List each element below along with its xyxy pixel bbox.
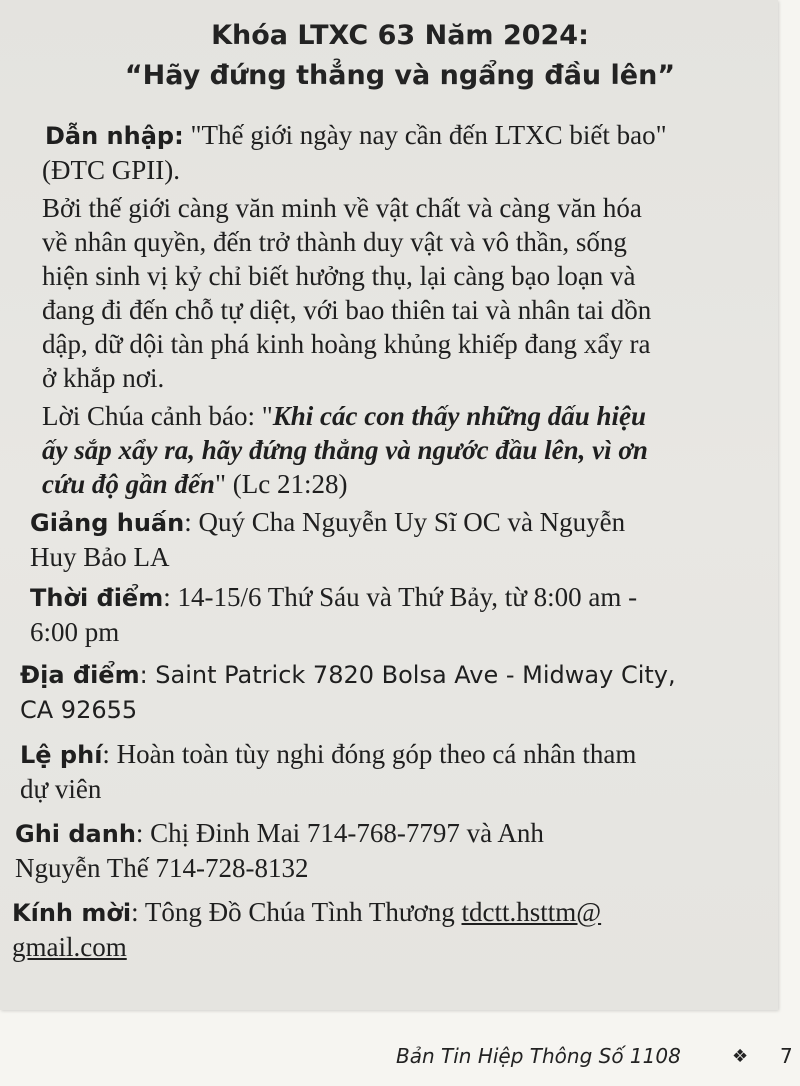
page-footer [396, 1044, 793, 1068]
time-line-1 [30, 580, 778, 615]
speakers-value: : Quý Cha Nguyễn Uy Sĩ OC và Nguyễn [184, 507, 626, 537]
warning-line-1 [42, 399, 778, 433]
intro-line-2: (ĐTC GPII). [42, 155, 180, 185]
article-body [12, 118, 778, 964]
time-label: Thời điểm [30, 584, 164, 612]
speakers-line-2: Huy Bảo LA [30, 542, 170, 572]
body-line: đang đi đến chỗ tự diệt, với bao thiên tai và nhân tai dồn [42, 295, 652, 325]
speakers-label: Giảng huấn [30, 509, 185, 537]
warning-lead: Lời Chúa cảnh báo: " [42, 401, 273, 431]
scripture-quote: ấy sắp xẩy ra, hãy đứng thẳng và ngước đầu lên, vì ơn [42, 435, 648, 465]
speakers-line-1 [30, 505, 778, 540]
intro-line-1 [45, 118, 778, 153]
invite-line-1 [12, 895, 778, 930]
fee-value: : Hoàn toàn tùy nghi đóng góp theo cá nhân tham [102, 739, 637, 769]
registration-line-1 [15, 816, 778, 851]
newsletter-name: Bản Tin Hiệp Thông Số 1108 [396, 1044, 681, 1068]
body-line: ở khắp nơi. [42, 363, 165, 393]
body-line: hiện sinh vị kỷ chỉ biết hưởng thụ, lại càng bạo loạn và [42, 261, 636, 291]
title-line-1: Khóa LTXC 63 Năm 2024: [211, 20, 589, 51]
invite-label: Kính mời [12, 899, 132, 927]
scripture-reference: " (Lc 21:28) [214, 469, 348, 499]
warning-line-2 [42, 433, 778, 467]
registration-line-2: Nguyễn Thế 714-728-8132 [15, 853, 309, 883]
place-line-2 [20, 692, 778, 727]
scripture-quote: cứu độ gần đến [42, 469, 215, 499]
place-label: Địa điểm [20, 661, 140, 689]
fee-line-2: dự viên [20, 774, 102, 804]
place-line-1 [20, 657, 778, 692]
email-link[interactable]: tdctt.hsttm@ [461, 897, 602, 927]
title-line-2: “Hãy đứng thẳng và ngẩng đầu lên” [124, 60, 676, 91]
time-line-2: 6:00 pm [30, 617, 120, 647]
diamond-ornament-icon: ❖ [732, 1046, 749, 1067]
intro-label: Dẫn nhập: [45, 122, 184, 150]
page-number: 7 [780, 1044, 793, 1068]
warning-line-3 [42, 467, 778, 501]
registration-value: : Chị Đinh Mai 714-768-7797 và Anh [135, 818, 544, 848]
body-line: dập, dữ dội tàn phá kinh hoàng khủng khiếp đang xẩy ra [42, 329, 651, 359]
intro-text: "Thế giới ngày nay cần đến LTXC biết bao" [183, 120, 667, 150]
body-line: Bởi thế giới càng văn minh về vật chất và càng văn hóa [42, 193, 642, 223]
body-line: về nhân quyền, đến trở thành duy vật và vô thần, sống [42, 227, 627, 257]
time-value: : 14-15/6 Thứ Sáu và Thứ Bảy, từ 8:00 am - [163, 582, 638, 612]
fee-label: Lệ phí [20, 741, 103, 769]
fee-line-1 [20, 737, 778, 772]
invite-value: : Tông Đồ Chúa Tình Thương [131, 897, 462, 927]
registration-label: Ghi danh [15, 820, 136, 848]
place-value-2: CA 92655 [20, 696, 138, 724]
invite-line-2 [12, 930, 778, 964]
place-value: : Saint Patrick 7820 Bolsa Ave - Midway City, [139, 661, 676, 689]
scripture-quote: Khi các con thấy những dấu hiệu [272, 401, 647, 431]
email-link-continued[interactable]: gmail.com [12, 932, 127, 962]
